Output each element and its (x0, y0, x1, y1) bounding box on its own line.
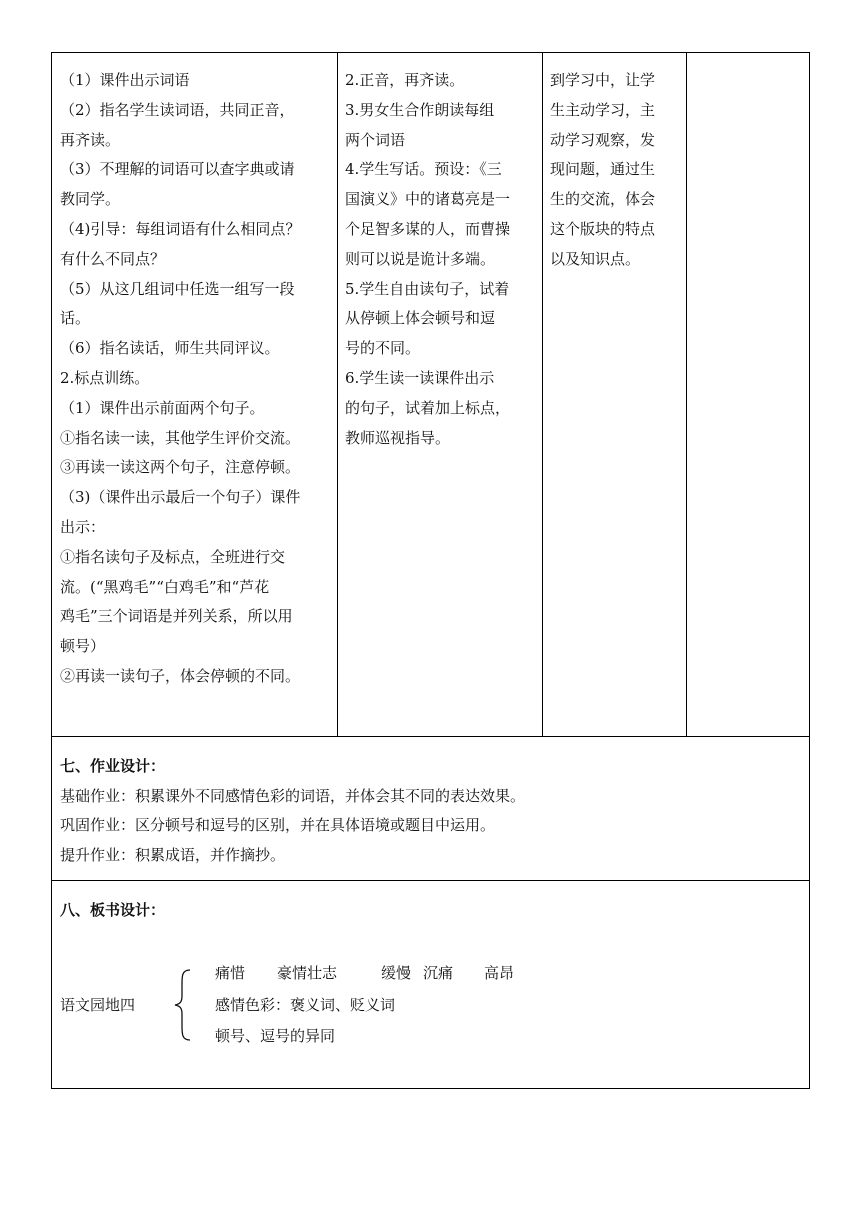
board-word: 痛惜 (215, 964, 246, 982)
text-line: 2.正音，再齐读。 (345, 71, 465, 89)
text-line: 鸡毛”三个词语是并列关系，所以用 (60, 607, 293, 626)
curly-brace-icon (172, 968, 194, 1042)
board-word: 沉痛 (423, 964, 454, 982)
homework-section (60, 752, 525, 870)
text-line: ②再读一读句子，体会停顿的不同。 (60, 666, 301, 685)
text-line: 个足智多谋的人，而曹操 (345, 219, 511, 238)
row-divider-2 (51, 880, 810, 881)
teacher-activities-cell (60, 66, 335, 692)
text-line: 2.标点训练。 (60, 368, 150, 387)
text-line: 流。(“黑鸡毛”“白鸡毛”和“芦花 (60, 577, 270, 596)
text-line: 国演义》中的诸葛亮是一 (345, 190, 511, 209)
text-line: ①指名读一读，其他学生评价交流。 (60, 428, 301, 447)
text-line: 出示： (60, 517, 106, 536)
homework-line: 提升作业：积累成语，并作摘抄。 (60, 845, 286, 864)
text-line: 教同学。 (60, 190, 121, 209)
text-line: （1）课件出示前面两个句子。 (60, 398, 265, 417)
text-line: 再齐读。 (60, 130, 121, 149)
board-title: 八、板书设计： (60, 901, 166, 919)
text-line: 6.学生读一读课件出示 (345, 368, 495, 387)
design-intent-cell (550, 66, 682, 275)
text-line: （1）课件出示词语 (60, 71, 190, 89)
board-section (60, 896, 165, 926)
text-line: 生的交流，体会 (550, 190, 656, 209)
text-line: 有什么不同点？ (60, 249, 166, 268)
table-border-top (51, 52, 810, 53)
text-line: 动学习观察，发 (550, 130, 656, 149)
column-divider-1 (337, 52, 338, 737)
text-line: 顿号） (60, 637, 106, 656)
text-line: 话。 (60, 309, 91, 328)
text-line: 现问题，通过生 (550, 160, 656, 179)
table-border-left (51, 52, 52, 1089)
board-label: 语文园地四 (60, 996, 136, 1014)
student-activities-cell (345, 66, 540, 453)
text-line: 两个词语 (345, 130, 406, 149)
board-word: 缓慢 (381, 964, 412, 982)
text-line: 以及知识点。 (550, 249, 641, 268)
text-line: 到学习中，让学 (550, 71, 656, 89)
column-divider-2 (542, 52, 543, 737)
text-line: 生主动学习，主 (550, 100, 656, 119)
homework-line: 基础作业：积累课外不同感情色彩的词语，并体会其不同的表达效果。 (60, 786, 526, 805)
text-line: （2）指名学生读词语，共同正音， (60, 100, 295, 119)
text-line: 的句子，试着加上标点， (345, 398, 511, 417)
column-divider-3 (686, 52, 687, 737)
text-line: （3）不理解的词语可以查字典或请 (60, 160, 295, 179)
row-divider-1 (51, 736, 810, 737)
homework-line: 巩固作业：区分顿号和逗号的区别，并在具体语境或题目中运用。 (60, 816, 496, 834)
board-line: 顿号、逗号的异同 (215, 1027, 336, 1045)
text-line: （4)引导：每组词语有什么相同点？ (60, 219, 301, 238)
table-border-bottom (51, 1088, 810, 1089)
board-line: 感情色彩：褒义词、贬义词 (215, 996, 396, 1014)
board-word: 高昂 (484, 964, 515, 982)
text-line: 教师巡视指导。 (345, 428, 451, 447)
text-line: 则可以说是诡计多端。 (345, 249, 496, 268)
homework-title: 七、作业设计： (60, 757, 166, 775)
text-line: 号的不同。 (345, 339, 421, 358)
text-line: ③再读一读这两个句子，注意停顿。 (60, 458, 301, 477)
text-line: 4.学生写话。预设：《三 (345, 160, 502, 179)
text-line: （3)（课件出示最后一个句子）课件 (60, 488, 301, 507)
text-line: （6）指名读话，师生共同评议。 (60, 339, 280, 358)
text-line: 3.男女生合作朗读每组 (345, 100, 495, 119)
board-word: 豪情壮志 (277, 964, 338, 982)
text-line: ①指名读句子及标点，全班进行交 (60, 547, 286, 566)
text-line: （5）从这几组词中任选一组写一段 (60, 279, 295, 298)
table-border-right (809, 52, 810, 1089)
text-line: 从停顿上体会顿号和逗 (345, 309, 496, 328)
text-line: 这个版块的特点 (550, 219, 656, 238)
text-line: 5.学生自由读句子，试着 (345, 279, 510, 298)
